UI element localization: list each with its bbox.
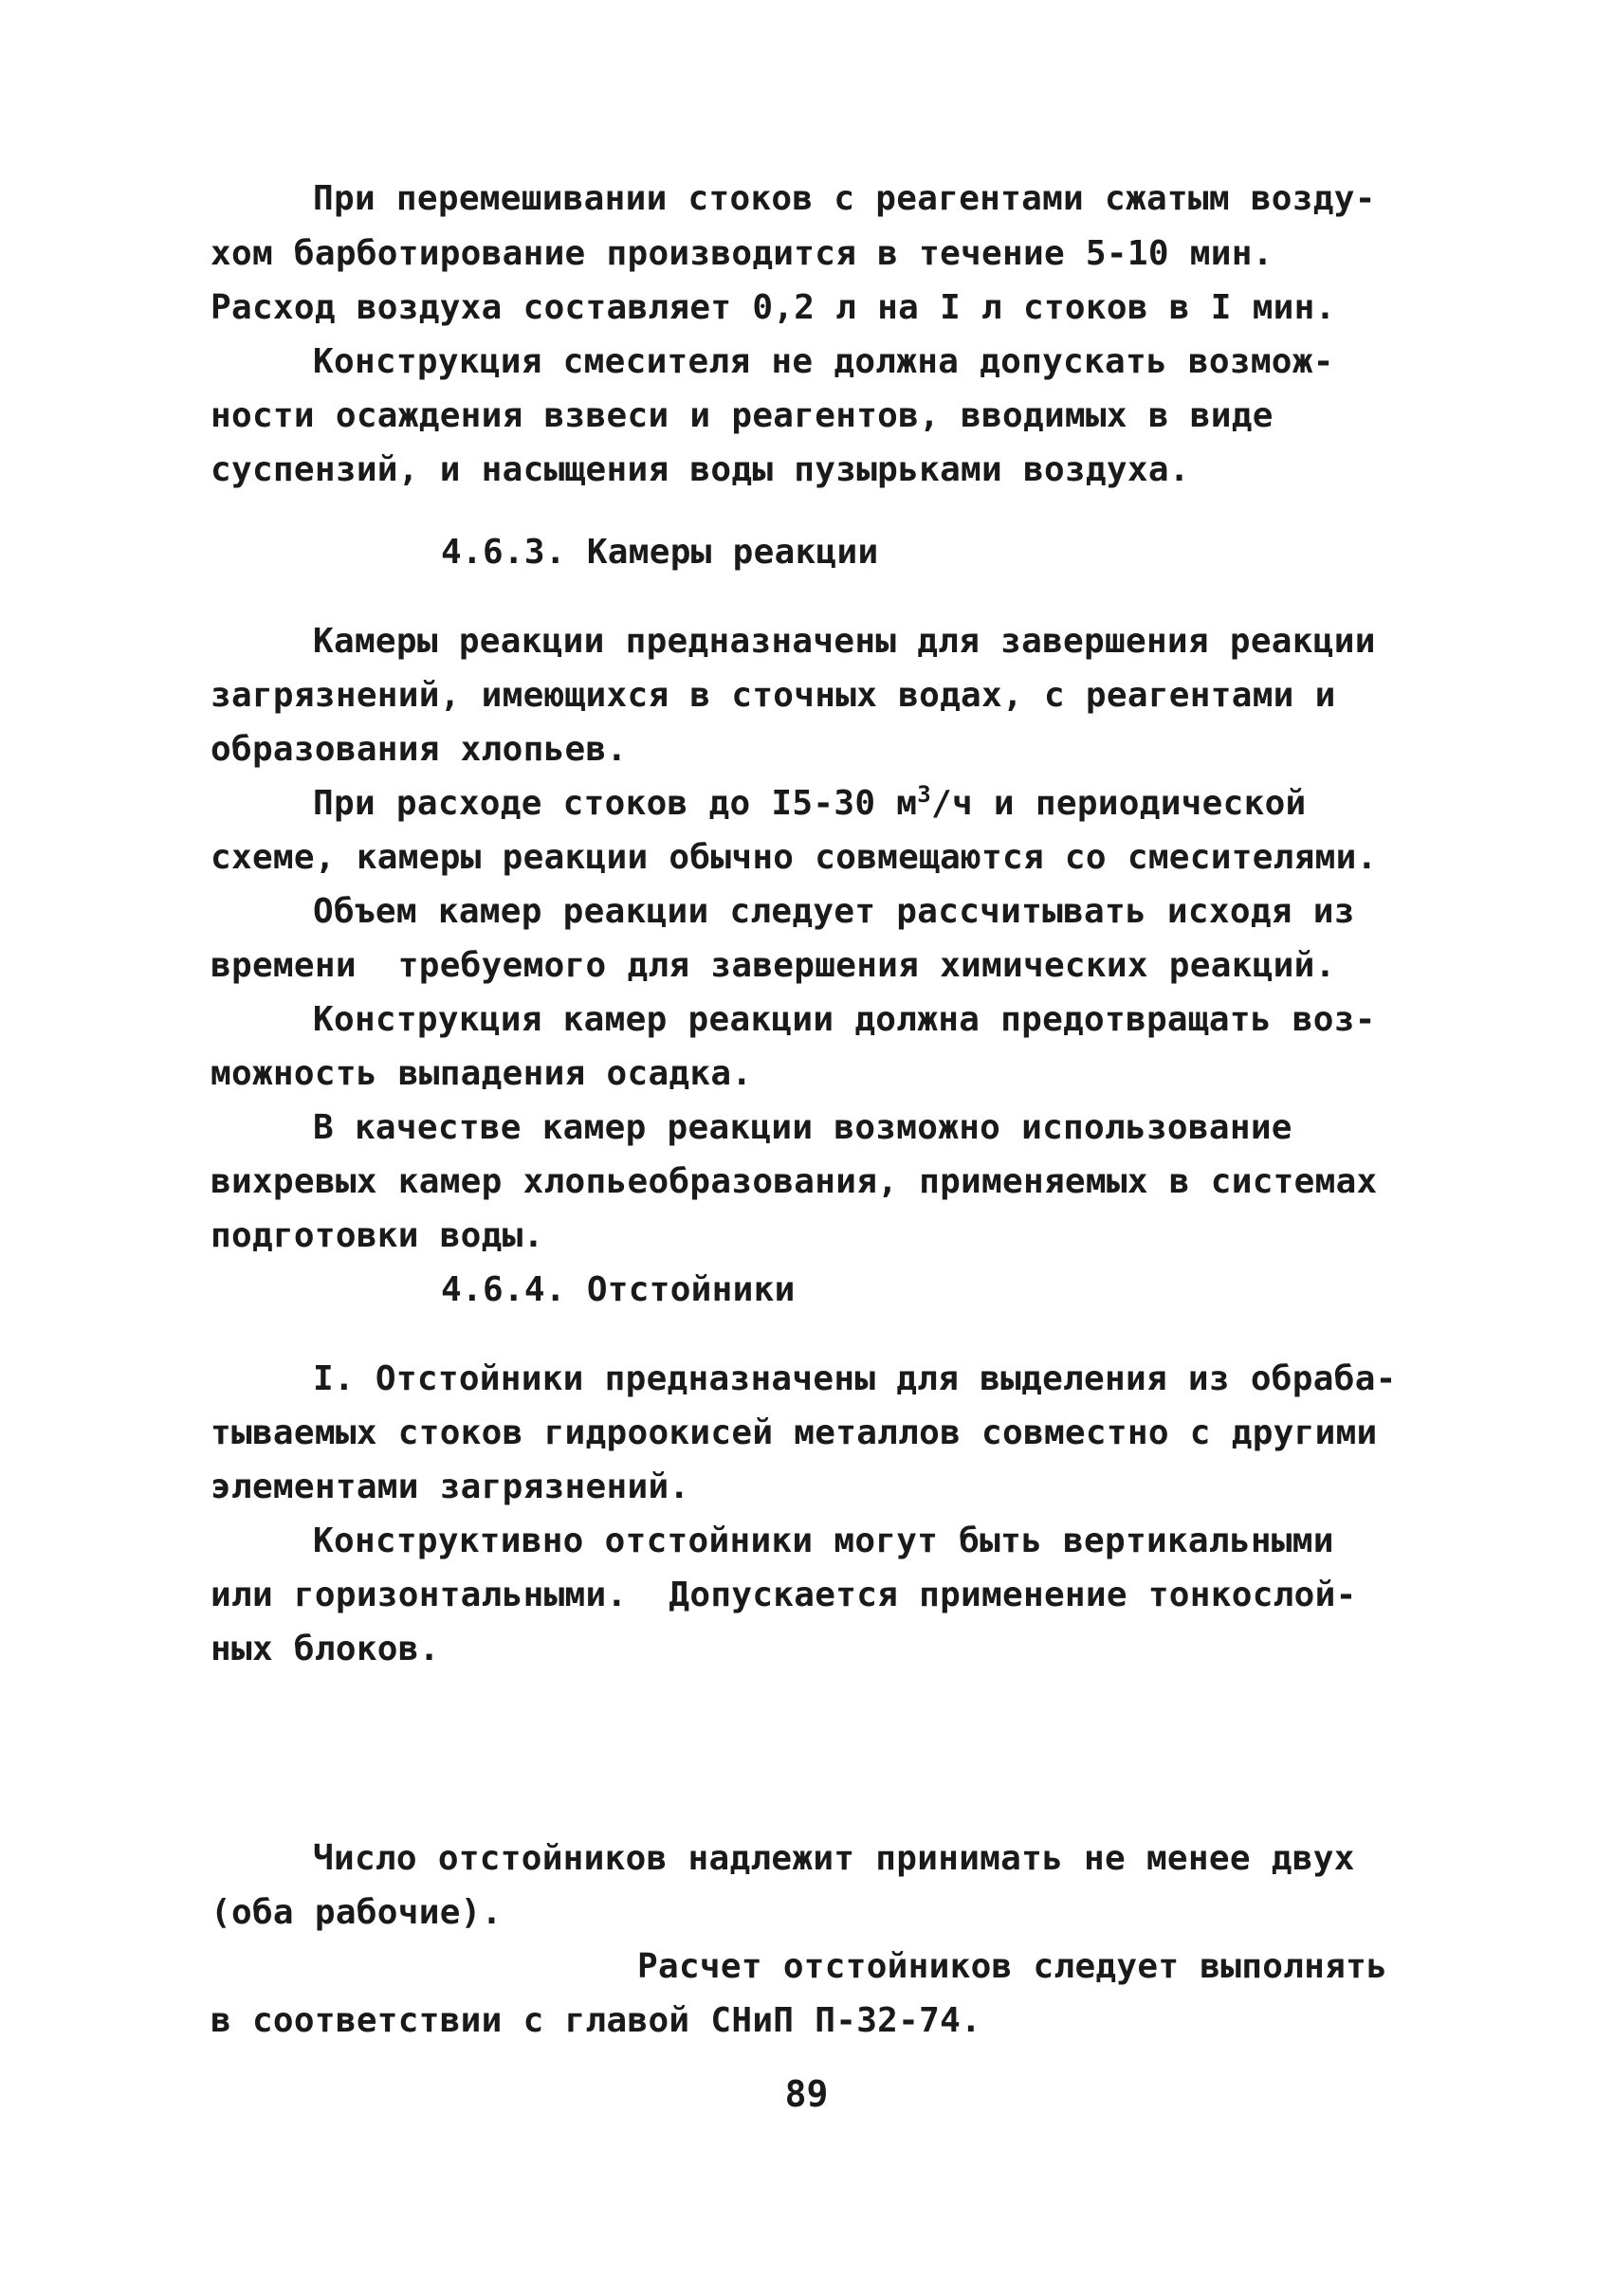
- text-line: суспензий, и насыщения воды пузырьками воздуха.: [211, 450, 1190, 489]
- text-line: времени требуемого для завершения химических реакций.: [211, 946, 1336, 985]
- superscript: 3: [917, 781, 931, 808]
- text-line: Число отстойников надлежит принимать не менее двух: [313, 1839, 1355, 1878]
- text-line: в соответствии с главой СНиП П-32-74.: [211, 2001, 982, 2040]
- text-line: (оба рабочие).: [211, 1893, 503, 1932]
- text-line: Конструкция камер реакции должна предотвращать воз-: [313, 1000, 1376, 1039]
- section-heading: 4.6.4. Отстойники: [441, 1270, 796, 1309]
- text-line: Конструктивно отстойники могут быть вертикальными: [313, 1522, 1334, 1560]
- text-line: загрязнений, имеющихся в сточных водах, с реагентами и: [211, 676, 1336, 715]
- text-line: В качестве камер реакции возможно использование: [313, 1108, 1292, 1147]
- text-line: подготовки воды.: [211, 1216, 544, 1255]
- text-line: I. Отстойники предназначены для выделения из обраба-: [313, 1359, 1397, 1398]
- text-line: Конструкция смесителя не должна допускать возмож-: [313, 342, 1334, 381]
- text-line: ности осаждения взвеси и реагентов, вводимых в виде: [211, 396, 1274, 435]
- text-line: вихревых камер хлопьеобразования, применяемых в системах: [211, 1162, 1378, 1201]
- text-line: При перемешивании стоков с реагентами сжатым возду-: [313, 179, 1376, 218]
- text-fragment: При расходе стоков до I5-30 м: [313, 784, 918, 823]
- text-line: схеме, камеры реакции обычно совмещаются со смесителями.: [211, 838, 1378, 877]
- text-line: тываемых стоков гидроокисей металлов совместно с другими: [211, 1413, 1378, 1452]
- text-fragment: /ч и периодической: [931, 784, 1307, 823]
- text-line: Объем камер реакции следует рассчитывать исходя из: [313, 892, 1355, 931]
- page-number: 89: [784, 2073, 829, 2115]
- text-line: элементами загрязнений.: [211, 1467, 690, 1506]
- text-line: ных блоков.: [211, 1630, 440, 1668]
- text-line: можность выпадения осадка.: [211, 1054, 753, 1093]
- section-heading: 4.6.3. Камеры реакции: [441, 533, 879, 572]
- text-line: Камеры реакции предназначены для завершения реакции: [313, 622, 1376, 661]
- text-line: Расчет отстойников следует выполнять: [637, 1947, 1388, 1986]
- text-line: Расход воздуха составляет 0,2 л на I л стоков в I мин.: [211, 288, 1336, 327]
- text-line: образования хлопьев.: [211, 730, 628, 769]
- text-line: или горизонтальными. Допускается применение тонкослой-: [211, 1576, 1357, 1614]
- text-line: хом барботирование производится в течение 5-10 мин.: [211, 234, 1274, 273]
- text-line: [313, 783, 1307, 825]
